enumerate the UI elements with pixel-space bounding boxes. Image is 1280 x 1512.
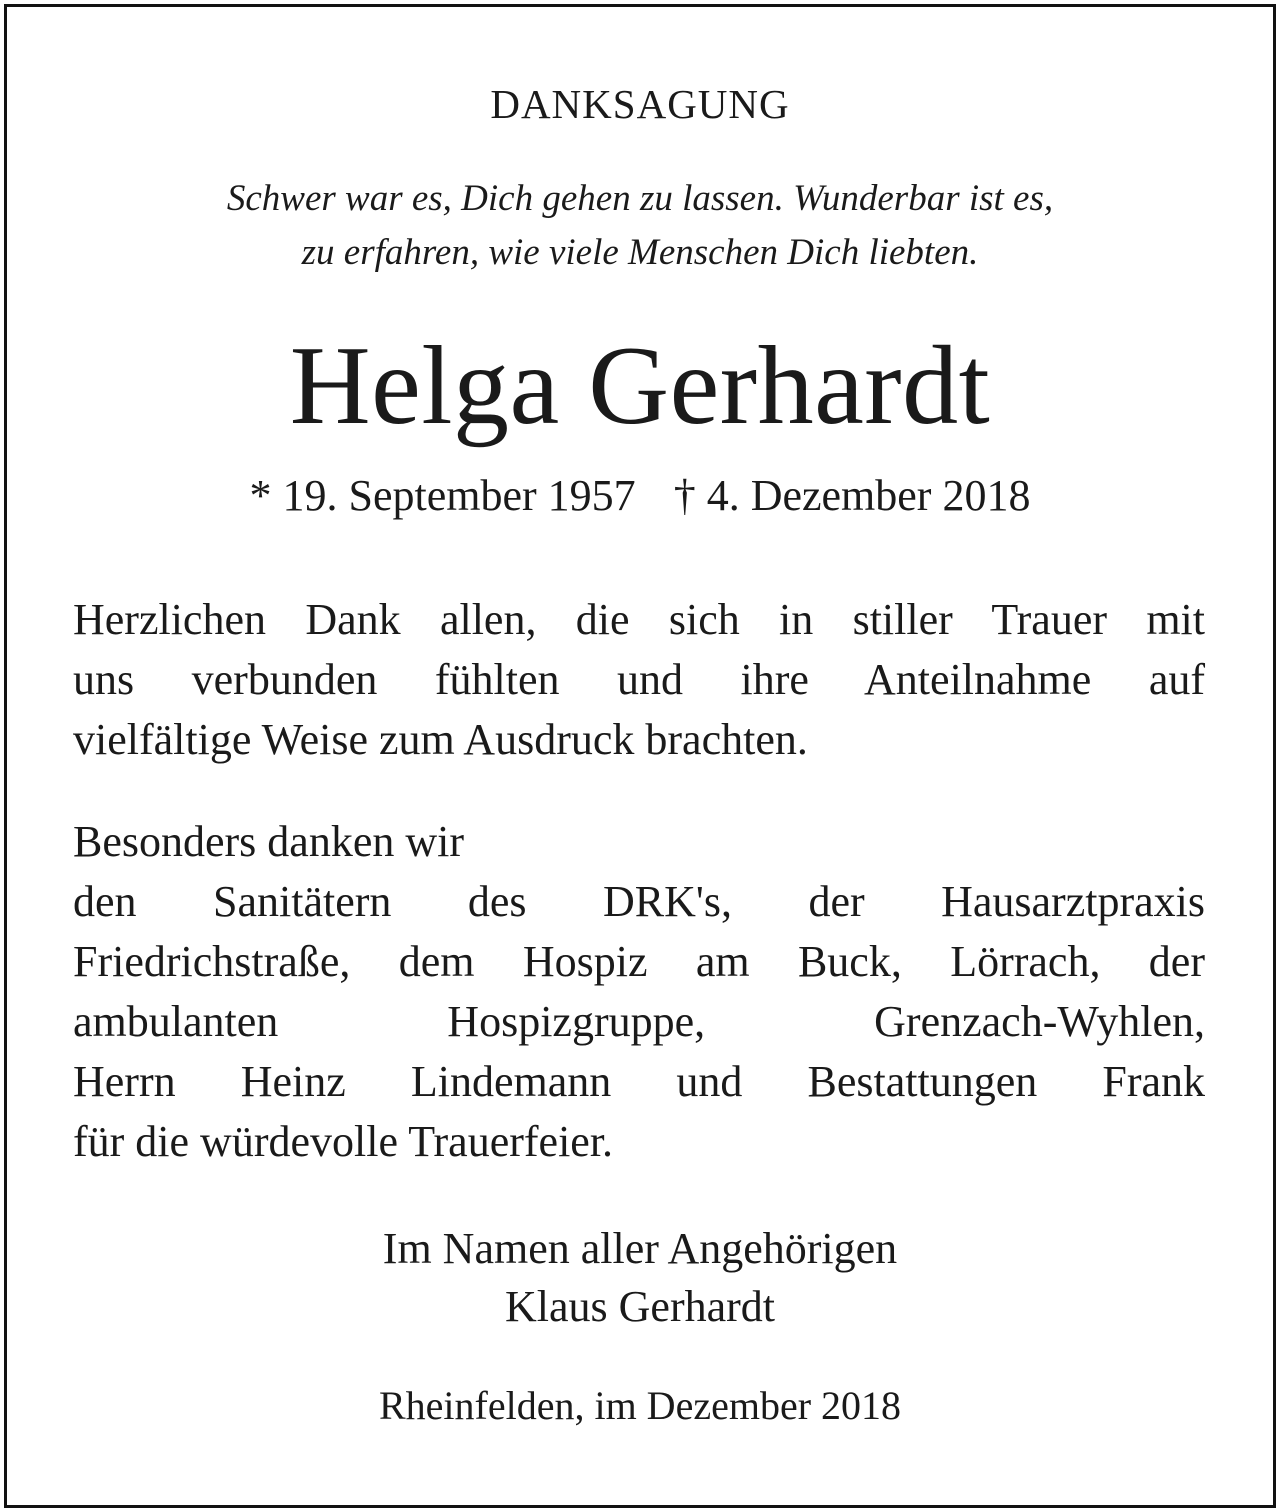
life-dates [0, 470, 1280, 523]
notice-heading: DANKSAGUNG [490, 81, 790, 127]
paragraph-line: ambulanten Hospizgruppe, Grenzach-Wyhlen, [73, 997, 1205, 1046]
paragraph-line: Herzlichen Dank allen, die sich in stiller Trauer mit [73, 595, 1205, 644]
place-and-date: Rheinfelden, im Dezember 2018 [378, 1383, 902, 1428]
verse [0, 172, 1280, 280]
deceased-name: Helga Gerhardt [289, 324, 991, 448]
paragraph-line: vielfältige Weise zum Ausdruck brachten. [73, 715, 808, 764]
birth-date: * 19. September 1957 [249, 471, 636, 520]
death-date: † 4. Dezember 2018 [673, 471, 1031, 520]
paragraph-line: Herrn Heinz Lindemann und Bestattungen Frank [73, 1057, 1205, 1106]
paragraph-line: Friedrichstraße, dem Hospiz am Buck, Lörrach, der [73, 937, 1205, 986]
paragraph-line: Besonders danken wir [73, 817, 465, 866]
special-thanks-paragraph [73, 812, 1205, 1172]
closing-line: Im Namen aller Angehörigen [382, 1224, 898, 1273]
thanks-paragraph [73, 590, 1205, 770]
verse-line: Schwer war es, Dich gehen zu lassen. Wunderbar ist es, [226, 178, 1054, 219]
paragraph-line: für die würdevolle Trauerfeier. [73, 1117, 614, 1166]
paragraph-line: den Sanitätern des DRK's, der Hausarztpraxis [73, 877, 1205, 926]
verse-line: zu erfahren, wie viele Menschen Dich liebten. [301, 232, 979, 273]
signature-block [0, 1220, 1280, 1336]
paragraph-line: uns verbunden fühlten und ihre Anteilnahme auf [73, 655, 1205, 704]
signatory-name: Klaus Gerhardt [504, 1282, 775, 1331]
